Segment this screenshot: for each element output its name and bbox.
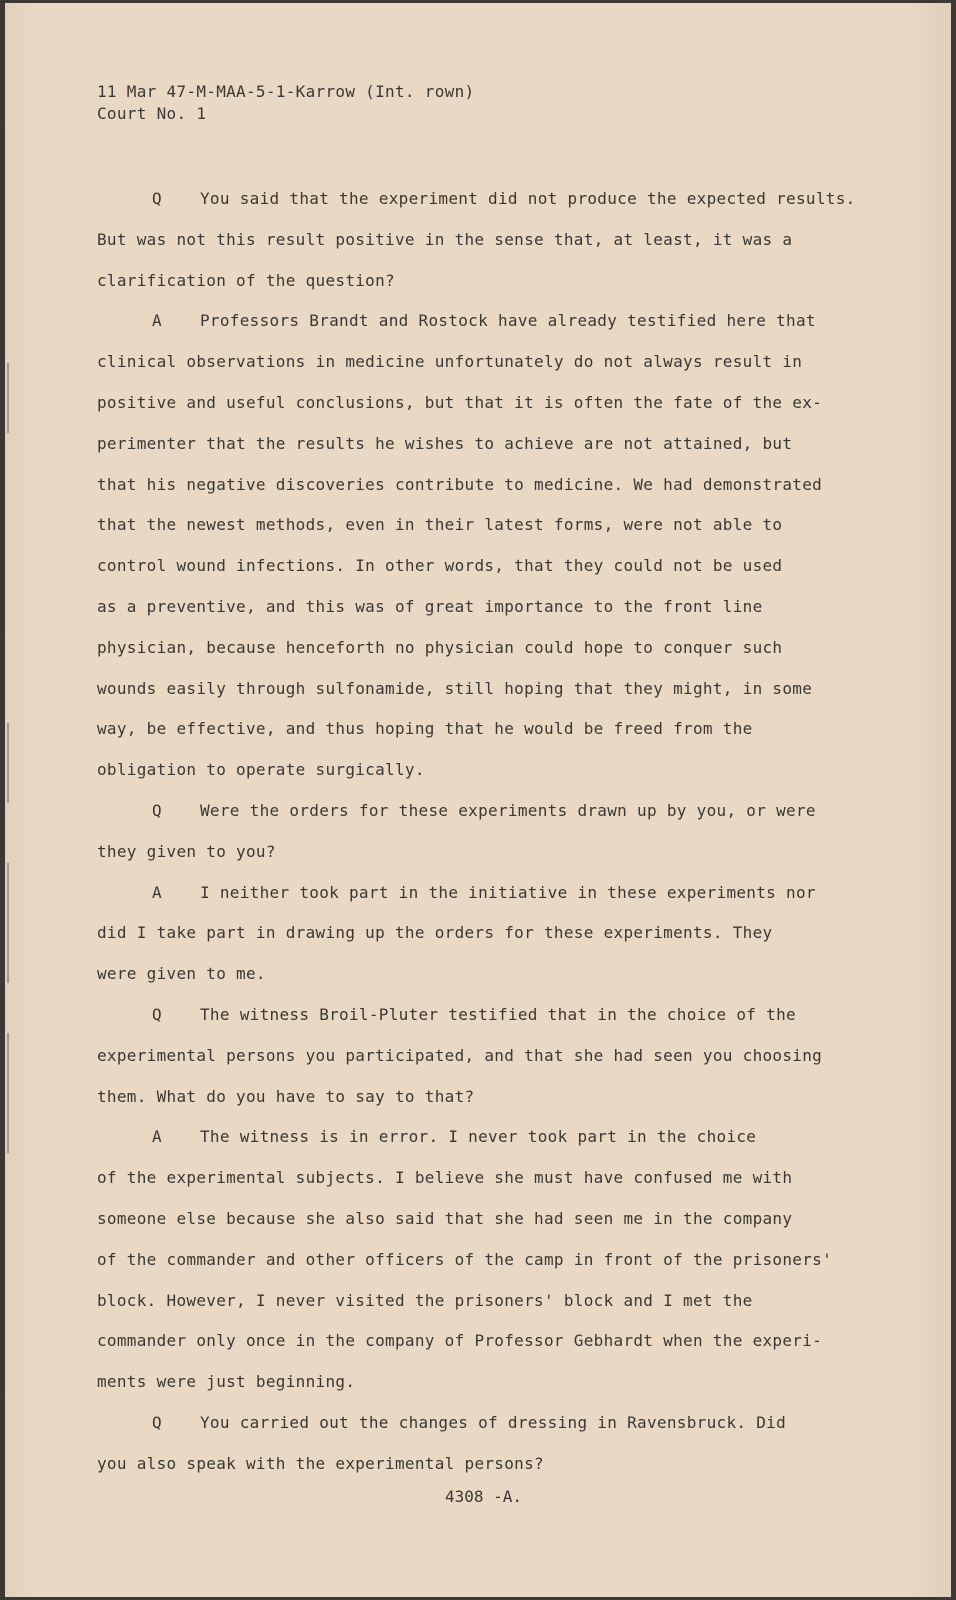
testimony-line <box>97 465 897 506</box>
testimony-line <box>97 261 897 302</box>
line-text: commander only once in the company of Professor Gebhardt when the experi- <box>97 1331 823 1351</box>
testimony-line-start <box>97 995 897 1036</box>
line-text: The witness is in error. I never took part in the choice <box>200 1127 757 1147</box>
testimony-line <box>97 1444 897 1485</box>
testimony-line <box>97 1158 897 1199</box>
line-text: The witness Broil-Pluter testified that in the choice of the <box>200 1004 796 1024</box>
speaker-label: Q <box>152 1004 162 1024</box>
testimony-line <box>97 546 897 587</box>
line-text: as a preventive, and this was of great importance to the front line <box>97 596 763 616</box>
line-text: of the commander and other officers of the camp in front of the prisoners' <box>97 1249 833 1269</box>
line-text: block. However, I never visited the prisoners' block and I met the <box>97 1290 753 1310</box>
line-text: that the newest methods, even in their latest forms, were not able to <box>97 515 783 535</box>
edge-mark <box>7 1033 9 1153</box>
testimony-line <box>97 1077 897 1118</box>
line-text: way, be effective, and thus hoping that he would be freed from the <box>97 719 753 739</box>
line-text: wounds easily through sulfonamide, still hoping that they might, in some <box>97 678 813 698</box>
line-text: obligation to operate surgically. <box>97 760 425 780</box>
line-text: were given to me. <box>97 964 266 984</box>
line-text: that his negative discoveries contribute to medicine. We had demonstrated <box>97 474 823 494</box>
speaker-label: A <box>152 1127 162 1147</box>
edge-mark <box>7 363 9 433</box>
testimony-line <box>97 1240 897 1281</box>
line-text: control wound infections. In other words, that they could not be used <box>97 556 783 576</box>
edge-mark <box>7 723 9 803</box>
testimony-line <box>97 669 897 710</box>
line-text: ments were just beginning. <box>97 1372 356 1392</box>
testimony-line <box>97 587 897 628</box>
document-page <box>5 3 951 1597</box>
testimony-line <box>97 832 897 873</box>
testimony-line-start <box>97 1117 897 1158</box>
testimony-line <box>97 913 897 954</box>
header-reference: 11 Mar 47-M-MAA-5-1-Karrow (Int. rown) <box>97 82 475 101</box>
line-text: clarification of the question? <box>97 270 395 290</box>
testimony-line <box>97 1036 897 1077</box>
transcript <box>97 81 897 1485</box>
line-text: Were the orders for these experiments drawn up by you, or were <box>200 800 816 820</box>
testimony-line <box>97 1199 897 1240</box>
line-text: perimenter that the results he wishes to achieve are not attained, but <box>97 433 793 453</box>
line-text: You carried out the changes of dressing in Ravensbruck. Did <box>200 1412 787 1432</box>
line-text: positive and useful conclusions, but that it is often the fate of the ex- <box>97 392 823 412</box>
line-text: they given to you? <box>97 841 276 861</box>
page-number: 4308 -A. <box>445 1487 523 1506</box>
testimony-line <box>97 709 897 750</box>
testimony-line <box>97 954 897 995</box>
line-text: of the experimental subjects. I believe she must have confused me with <box>97 1168 793 1188</box>
line-text: them. What do you have to say to that? <box>97 1086 475 1106</box>
testimony-line <box>97 383 897 424</box>
line-text: clinical observations in medicine unfortunately do not always result in <box>97 352 803 372</box>
speaker-label: Q <box>152 189 162 208</box>
line-text: Professors Brandt and Rostock have already testified here that <box>200 311 816 331</box>
testimony-line <box>97 1362 897 1403</box>
testimony-line-start <box>97 873 897 914</box>
edge-mark <box>7 863 9 983</box>
line-text: But was not this result positive in the sense that, at least, it was a <box>97 229 793 249</box>
header-court: Court No. 1 <box>97 104 207 123</box>
speaker-label: A <box>152 311 162 331</box>
testimony-line <box>97 342 897 383</box>
testimony-line <box>97 1321 897 1362</box>
line-text: someone else because she also said that she had seen me in the company <box>97 1208 793 1228</box>
line-text: you also speak with the experimental persons? <box>97 1453 544 1473</box>
line-text: You said that the experiment did not produce the expected results. <box>200 189 856 208</box>
testimony-line-start <box>97 791 897 832</box>
line-text: did I take part in drawing up the orders for these experiments. They <box>97 923 773 943</box>
speaker-label: Q <box>152 1412 162 1432</box>
testimony-line <box>97 628 897 669</box>
testimony-line <box>97 220 897 261</box>
testimony-line-start <box>97 179 897 220</box>
speaker-label: A <box>152 882 162 902</box>
testimony-line-start <box>97 301 897 342</box>
testimony-line <box>97 1281 897 1322</box>
testimony-line <box>97 424 897 465</box>
transcript-body <box>97 179 897 1485</box>
speaker-label: Q <box>152 800 162 820</box>
testimony-line <box>97 750 897 791</box>
testimony-line-start <box>97 1403 897 1444</box>
line-text: I neither took part in the initiative in these experiments nor <box>200 882 816 902</box>
line-text: experimental persons you participated, and that she had seen you choosing <box>97 1045 823 1065</box>
line-text: physician, because henceforth no physician could hope to conquer such <box>97 637 783 657</box>
testimony-line <box>97 505 897 546</box>
